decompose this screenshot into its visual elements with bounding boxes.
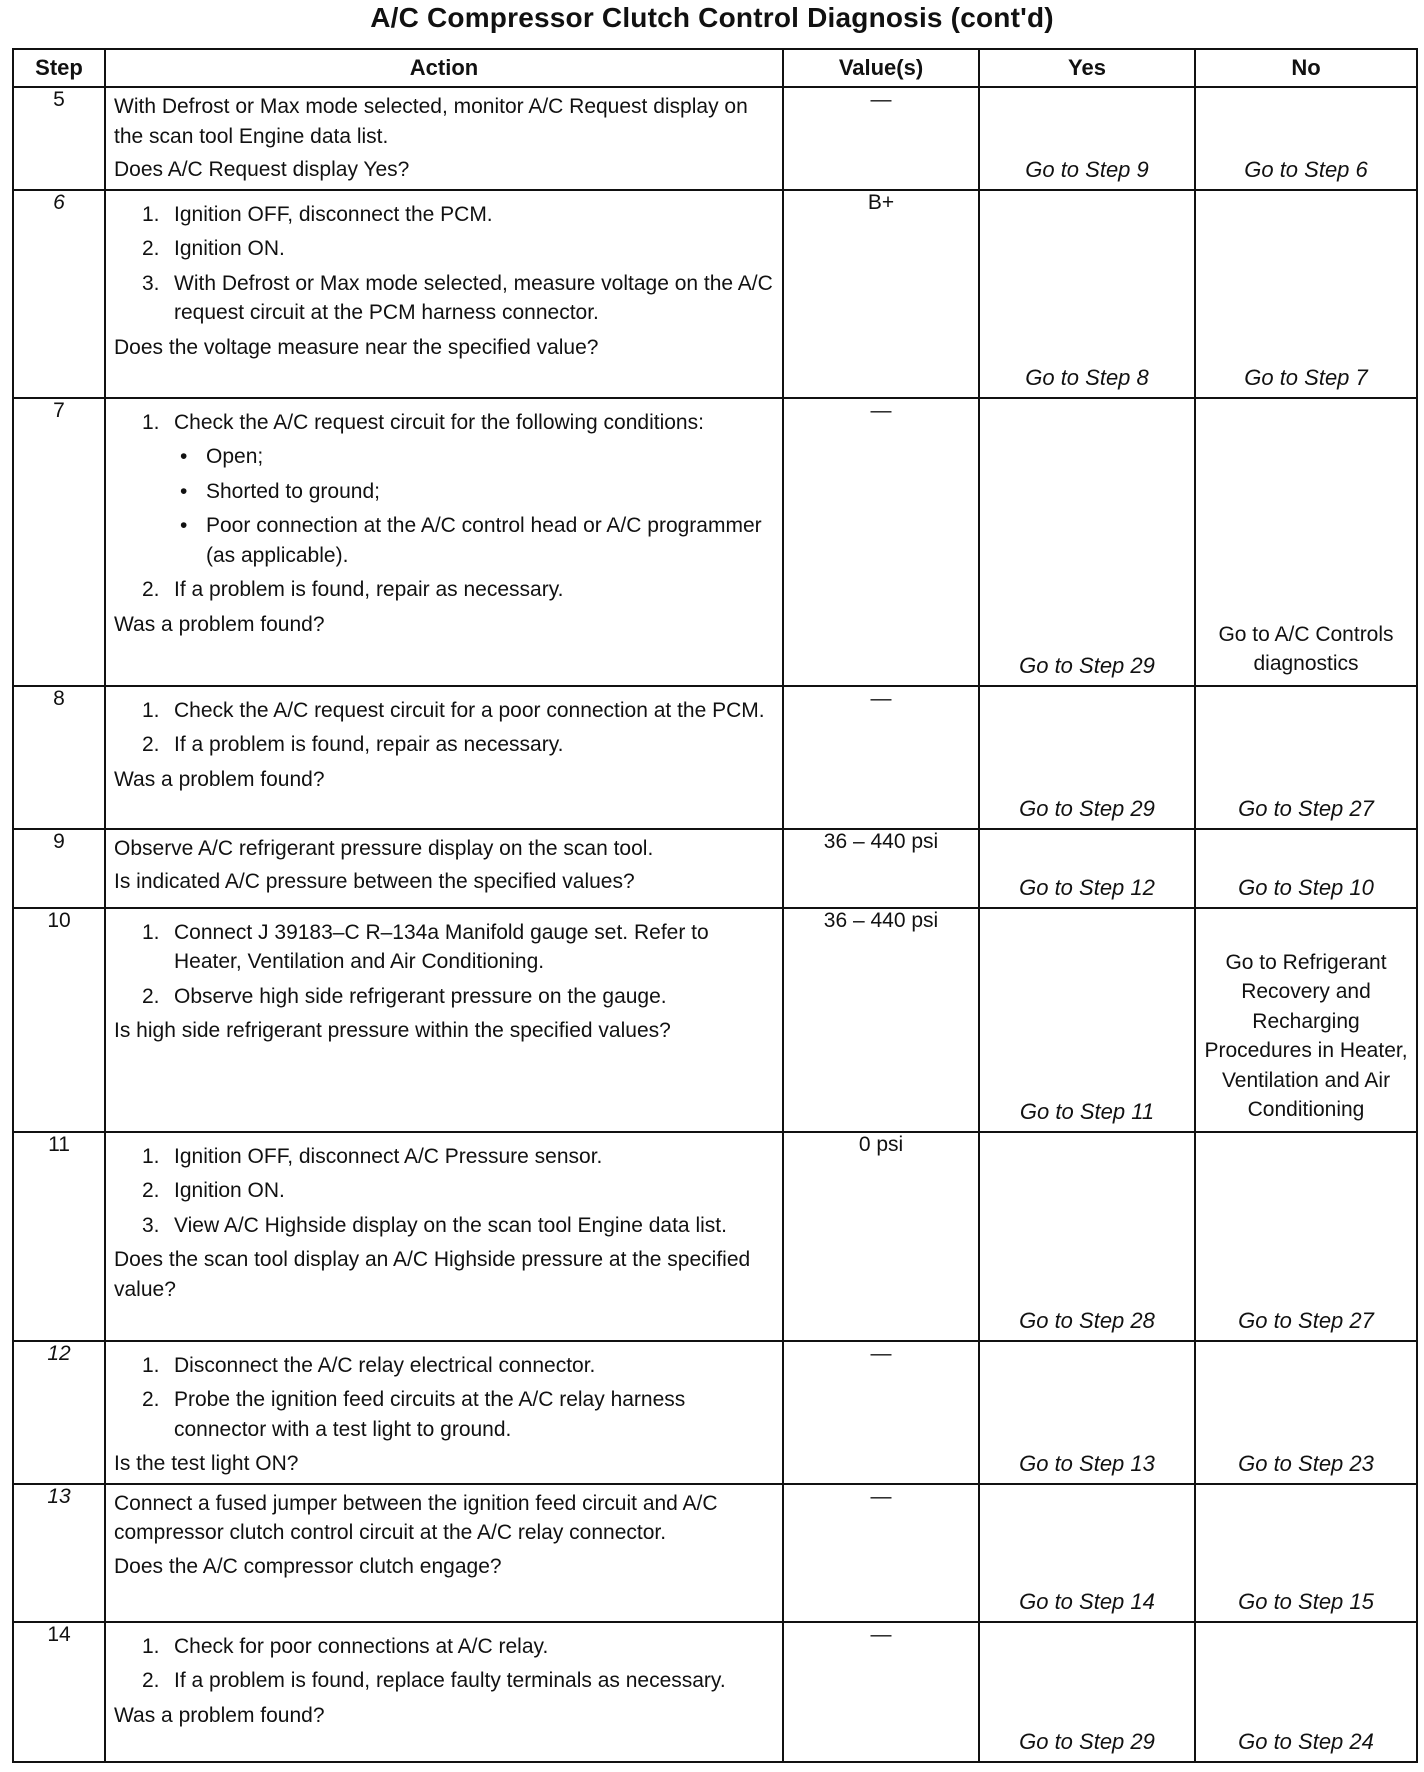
- header-step: Step: [13, 49, 105, 87]
- no-cell: [1195, 87, 1417, 190]
- value-cell: 36 – 440 psi: [783, 829, 979, 908]
- action-cell: [105, 398, 783, 686]
- yes-cell: [979, 1484, 1195, 1622]
- action-step: 1. Ignition OFF, disconnect the PCM.: [142, 202, 493, 226]
- diagnosis-table: [12, 48, 1418, 1763]
- value-cell: —: [783, 1622, 979, 1762]
- table-row-step-5: [13, 87, 1417, 190]
- action-step: 1. Check the A/C request circuit for the following conditions:: [142, 410, 704, 434]
- no-goto: Go to Step 24: [1238, 1728, 1374, 1754]
- action-step: 2. Probe the ignition feed circuits at the A/C relay harness connector with a test light to ground.: [142, 1388, 686, 1441]
- step-number: 12: [13, 1341, 105, 1484]
- value-cell: —: [783, 686, 979, 829]
- action-question: Was a problem found?: [114, 612, 325, 636]
- no-cell: [1195, 829, 1417, 908]
- yes-cell: [979, 1132, 1195, 1341]
- value-cell: —: [783, 87, 979, 190]
- step-number: 14: [13, 1622, 105, 1762]
- step-number: 10: [13, 908, 105, 1132]
- header-action: Action: [105, 49, 783, 87]
- step-number: 7: [13, 398, 105, 686]
- yes-goto: Go to Step 29: [1019, 652, 1155, 678]
- table-row-step-8: [13, 686, 1417, 829]
- yes-goto: Go to Step 9: [1025, 156, 1149, 182]
- action-step: 1. Check the A/C request circuit for a poor connection at the PCM.: [142, 698, 765, 722]
- yes-goto: Go to Step 29: [1019, 795, 1155, 821]
- action-text: With Defrost or Max mode selected, monitor A/C Request display on the scan tool Engine data list.: [114, 95, 748, 148]
- table-row-step-7: [13, 398, 1417, 686]
- no-goto: Go to Step 27: [1238, 795, 1374, 821]
- action-step: 3. With Defrost or Max mode selected, measure voltage on the A/C request circuit at the PCM harness connector.: [142, 271, 773, 324]
- table-row-step-6: [13, 190, 1417, 398]
- action-text: Connect a fused jumper between the ignition feed circuit and A/C compressor clutch control circuit at the A/C relay connector.: [114, 1491, 718, 1544]
- action-step: 3. View A/C Highside display on the scan tool Engine data list.: [142, 1213, 727, 1237]
- header-row: [13, 49, 1417, 87]
- condition-bullet: • Shorted to ground;: [180, 479, 380, 503]
- yes-goto: Go to Step 8: [1025, 364, 1149, 390]
- action-question: Was a problem found?: [114, 767, 325, 791]
- action-step: 1. Check for poor connections at A/C relay.: [142, 1634, 549, 1658]
- table-row-step-13: [13, 1484, 1417, 1622]
- yes-cell: [979, 87, 1195, 190]
- action-step: 2. Observe high side refrigerant pressure on the gauge.: [142, 984, 667, 1008]
- yes-cell: [979, 190, 1195, 398]
- action-cell: [105, 1132, 783, 1341]
- action-step: 1. Connect J 39183–C R–134a Manifold gauge set. Refer to Heater, Ventilation and Air Conditioning.: [142, 920, 709, 973]
- no-cell: [1195, 1622, 1417, 1762]
- step-number: 5: [13, 87, 105, 190]
- yes-goto: Go to Step 14: [1019, 1588, 1155, 1614]
- no-cell: [1195, 1341, 1417, 1484]
- yes-cell: [979, 829, 1195, 908]
- action-step: 1. Ignition OFF, disconnect A/C Pressure sensor.: [142, 1144, 603, 1168]
- action-cell: [105, 1622, 783, 1762]
- yes-cell: [979, 1622, 1195, 1762]
- action-question: Is the test light ON?: [114, 1452, 299, 1475]
- action-cell: [105, 190, 783, 398]
- yes-cell: [979, 686, 1195, 829]
- action-cell: [105, 908, 783, 1132]
- yes-cell: [979, 908, 1195, 1132]
- value-cell: —: [783, 1341, 979, 1484]
- no-goto: Go to Step 15: [1238, 1588, 1374, 1614]
- no-goto: Go to Step 27: [1238, 1307, 1374, 1333]
- action-cell: [105, 686, 783, 829]
- no-goto: Go to Refrigerant Recovery and Recharging Procedures in Heater, Ventilation and Air Conditioning: [1204, 950, 1408, 1121]
- action-step: 1. Disconnect the A/C relay electrical connector.: [142, 1353, 596, 1377]
- table-row-step-12: [13, 1341, 1417, 1484]
- yes-goto: Go to Step 13: [1019, 1450, 1155, 1476]
- step-number: 13: [13, 1484, 105, 1622]
- action-question: Does the voltage measure near the specified value?: [114, 335, 599, 359]
- action-question: Is indicated A/C pressure between the specified values?: [114, 870, 635, 893]
- no-cell: [1195, 190, 1417, 398]
- yes-goto: Go to Step 11: [1019, 1098, 1155, 1124]
- action-cell: [105, 1484, 783, 1622]
- header-no: No: [1195, 49, 1417, 87]
- no-cell: [1195, 1132, 1417, 1341]
- no-cell: [1195, 1484, 1417, 1622]
- action-question: Does A/C Request display Yes?: [114, 158, 410, 181]
- no-goto: Go to Step 7: [1244, 364, 1368, 390]
- action-step: 2. Ignition ON.: [142, 237, 285, 260]
- action-step: 2. Ignition ON.: [142, 1179, 285, 1202]
- condition-bullet: • Poor connection at the A/C control head or A/C programmer (as applicable).: [180, 514, 762, 567]
- condition-bullet: • Open;: [180, 445, 264, 468]
- header-value: Value(s): [783, 49, 979, 87]
- action-question: Does the scan tool display an A/C Highside pressure at the specified value?: [114, 1248, 751, 1301]
- step-number: 6: [13, 190, 105, 398]
- step-number: 9: [13, 829, 105, 908]
- value-cell: 0 psi: [783, 1132, 979, 1341]
- action-question: Does the A/C compressor clutch engage?: [114, 1554, 502, 1578]
- yes-cell: [979, 1341, 1195, 1484]
- action-text: Observe A/C refrigerant pressure display on the scan tool.: [114, 836, 654, 860]
- action-step: 2. If a problem is found, repair as necessary.: [142, 733, 564, 756]
- action-cell: [105, 1341, 783, 1484]
- yes-cell: [979, 398, 1195, 686]
- header-yes: Yes: [979, 49, 1195, 87]
- no-cell: [1195, 908, 1417, 1132]
- yes-goto: Go to Step 28: [1019, 1307, 1155, 1333]
- value-cell: 36 – 440 psi: [783, 908, 979, 1132]
- page-title: A/C Compressor Clutch Control Diagnosis (cont'd): [370, 2, 1054, 33]
- step-number: 8: [13, 686, 105, 829]
- table-row-step-10: [13, 908, 1417, 1132]
- table-row-step-11: [13, 1132, 1417, 1341]
- no-goto: Go to Step 10: [1238, 874, 1374, 900]
- action-step: 2. If a problem is found, repair as necessary.: [142, 578, 564, 601]
- no-cell: [1195, 398, 1417, 686]
- step-number: 11: [13, 1132, 105, 1341]
- table-row-step-14: [13, 1622, 1417, 1762]
- no-goto: Go to Step 6: [1244, 156, 1368, 182]
- action-cell: [105, 829, 783, 908]
- action-step: 2. If a problem is found, replace faulty terminals as necessary.: [142, 1669, 726, 1692]
- table-row-step-9: [13, 829, 1417, 908]
- no-goto: Go to Step 23: [1238, 1450, 1374, 1476]
- value-cell: —: [783, 1484, 979, 1622]
- yes-goto: Go to Step 29: [1019, 1728, 1155, 1754]
- no-goto: Go to A/C Controls diagnostics: [1218, 622, 1394, 675]
- action-question: Is high side refrigerant pressure within the specified values?: [114, 1019, 671, 1042]
- no-cell: [1195, 686, 1417, 829]
- yes-goto: Go to Step 12: [1019, 874, 1155, 900]
- action-question: Was a problem found?: [114, 1703, 325, 1727]
- value-cell: B+: [783, 190, 979, 398]
- value-cell: —: [783, 398, 979, 686]
- action-cell: [105, 87, 783, 190]
